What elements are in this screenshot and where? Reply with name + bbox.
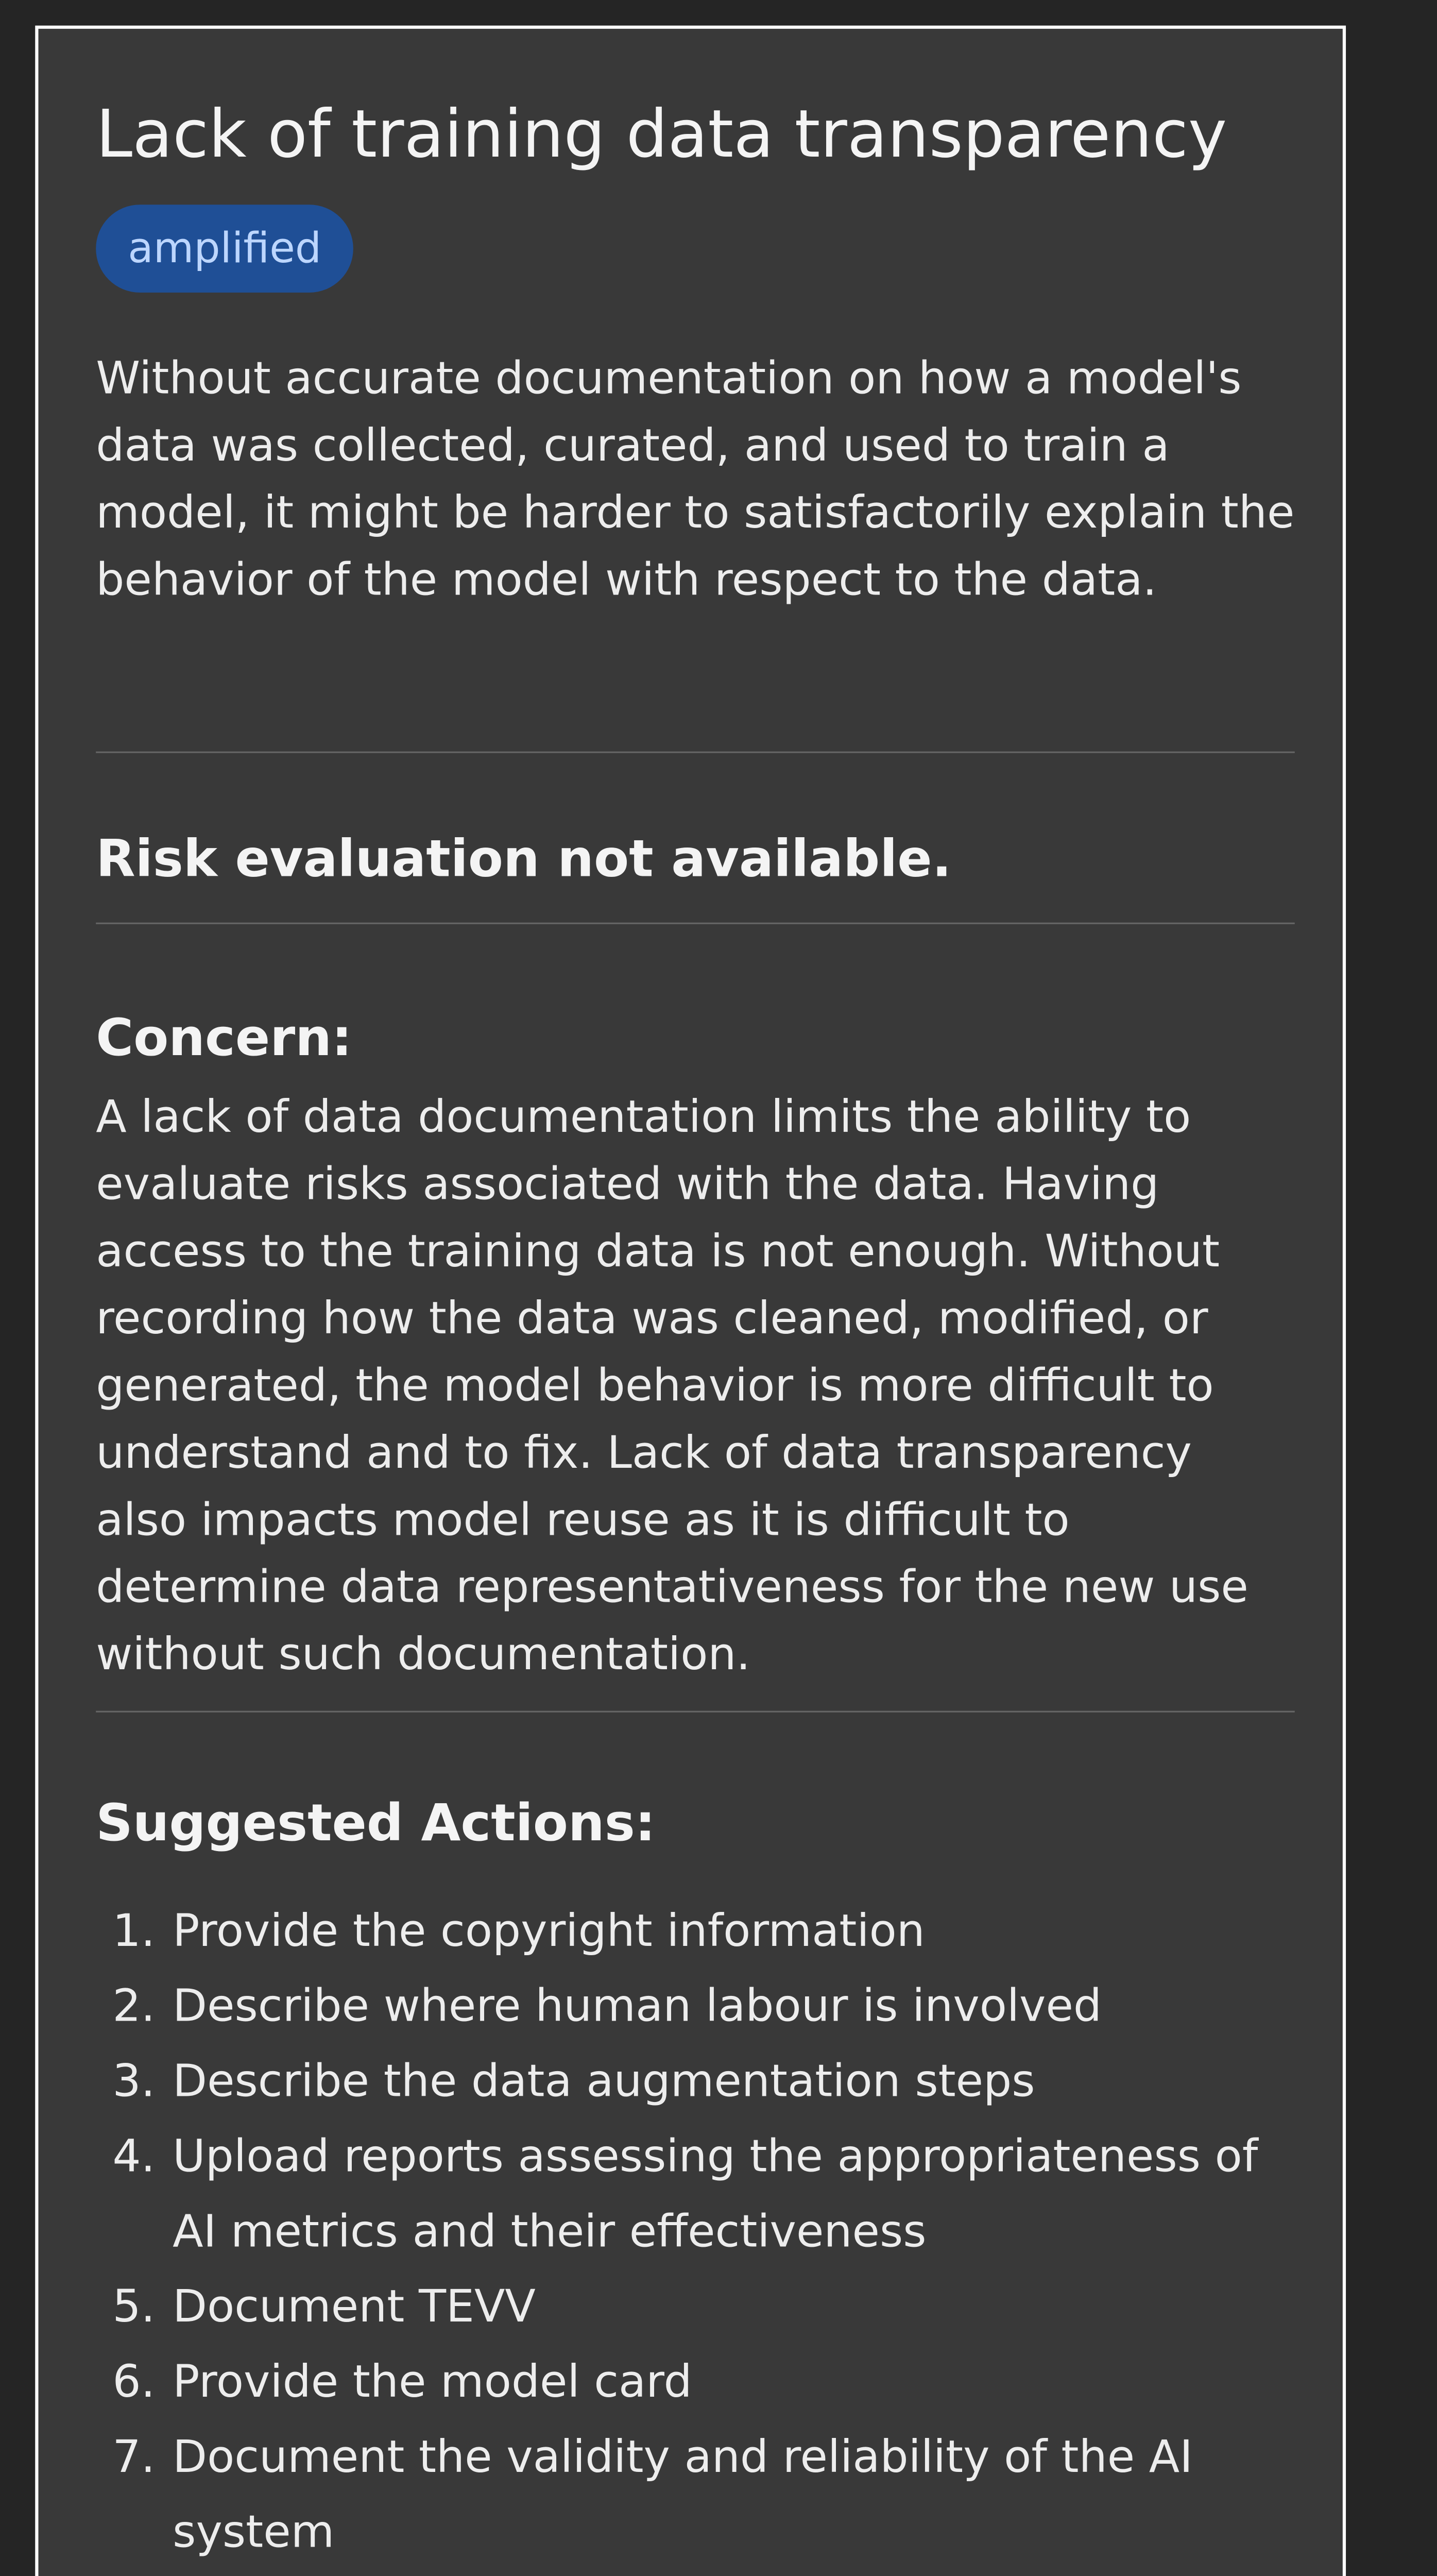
concern-text: A lack of data documentation limits the ability to evaluate risks associated with the data. Having access to the training data is not enough. Without recording how the data was cleaned, modified, or generated, the model behavior is more difficult to understand and to fix. Lack of data transparency also impacts model reuse as it is difficult to determine data representativeness for the new use without such documentation. (96, 1090, 1248, 1681)
risk-evaluation-message: Risk evaluation not available. (96, 828, 952, 889)
divider-3 (96, 1711, 1295, 1713)
risk-details-card (35, 26, 1346, 2576)
suggested-actions-heading: Suggested Actions: (96, 1792, 656, 1853)
amplified-tag: amplified (96, 205, 353, 293)
suggested-action-item-1: 1. Provide the copyright information (169, 1893, 1288, 1968)
divider-2 (96, 923, 1295, 924)
divider-1 (96, 752, 1295, 753)
risk-description: Without accurate documentation on how a model's data was collected, curated, and used to train a model, it might be harder to satisfactorily explain the behavior of the model with respect to the data. (96, 351, 1295, 606)
suggested-action-item-2: 2. Describe where human labour is involved (169, 1968, 1288, 2043)
suggested-action-item-6: 6. Provide the model card (169, 2344, 1288, 2419)
risk-title: Lack of training data transparency (96, 96, 1227, 173)
suggested-action-item-7: 7. Document the validity and reliability of the AI system (169, 2419, 1288, 2569)
suggested-actions-list (169, 1893, 1288, 2569)
suggested-action-item-3: 3. Describe the data augmentation steps (169, 2043, 1288, 2119)
suggested-action-item-5: 5. Document TEVV (169, 2269, 1288, 2344)
concern-heading: Concern: (96, 1007, 352, 1069)
suggested-action-item-4: 4. Upload reports assessing the appropriateness of AI metrics and their effectiveness (169, 2119, 1288, 2269)
